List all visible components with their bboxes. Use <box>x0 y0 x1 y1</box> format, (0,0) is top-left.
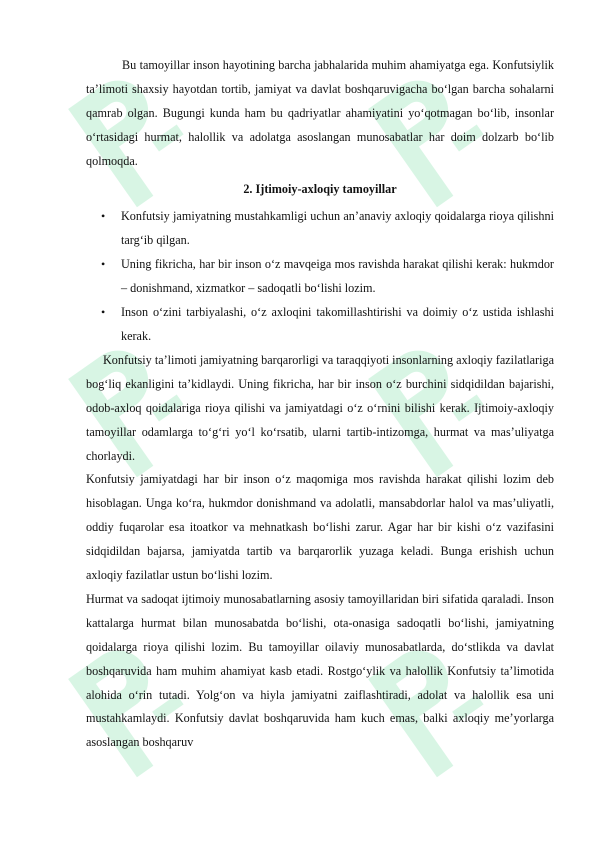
bullet-text: Inson o‘zini tarbiyalashi, o‘z axloqini takomillashtirishi va doimiy o‘z ustida ishlashi kerak. <box>121 305 554 343</box>
section-heading: 2. Ijtimoiy-axloqiy tamoyillar <box>243 181 397 196</box>
bullet-item <box>86 205 554 253</box>
bullet-text: Konfutsiy jamiyatning mustahkamligi uchun an’anaviy axloqiy qoidalarga rioya qilishni targ‘ib qilgan. <box>121 209 554 248</box>
document-body <box>86 54 554 755</box>
bullet-item <box>86 301 554 349</box>
bullet-list <box>86 205 554 348</box>
body-paragraph: Hurmat va sadoqat ijtimoiy munosabatlarning asosiy tamoyillaridan biri sifatida qaraladi. Inson kattalarga hurmat bilan munosabatda bo‘lishi, ota-onasiga sadoqatli bo‘lishi, jamiyatning qoidalarga rioya qilishi lozim. Bu tamoyillar oilaviy munosabatlarda, do‘stlikda va davlat boshqaruvida ham muhim ahamiyat kasb etadi. Rostgo‘ylik va halollik Konfutsiy ta’limotida alohida o‘rin tutadi. Yolg‘on va hiyla jamiyatni zaiflashtiradi, adolat va halollik esa uni mustahkamlaydi. Konfutsiy davlat boshqaruvida ham kuch emas, balki axloqiy me’yorlarga asoslangan boshqaruv <box>86 591 554 750</box>
bullet-item <box>86 253 554 301</box>
body-paragraph: Konfutsiy ta’limoti jamiyatning barqarorligi va taraqqiyoti insonlarning axloqiy fazilatlariga bog‘liq ekanligini ta’kidlaydi. Uning fikricha, har bir inson o‘z burchini sidqidildan bajarishi, odob-axloq qoidalariga rioya qilishi va jamiyatdagi o‘z o‘rnini bilishi kerak. Ijtimoiy-axloqiy tamoyillar odamlarga to‘g‘ri yo‘l ko‘rsatib, ularni tartib-intizomga, hurmat va mas’uliyatga chorlaydi. <box>86 352 554 463</box>
bullet-marker: • <box>101 305 106 320</box>
bullet-text: Uning fikricha, har bir inson o‘z mavqeiga mos ravishda harakat qilishi kerak: hukmdor – donishmand, xizmatkor – sadoqatli bo‘lishi lozim. <box>121 257 554 296</box>
body-paragraph: Konfutsiy jamiyatdagi har bir inson o‘z maqomiga mos ravishda harakat qilishi lozim deb hisoblagan. Unga ko‘ra, hukmdor donishmand va adolatli, mansabdorlar halol va mas’uliyatli, oddiy fuqarolar esa itoatkor va mehnatkash bo‘lishi zarur. Agar har bir kishi o‘z vazifasini sidqidildan bajarsa, jamiyatda tartib va barqarorlik yuzaga keladi. Bunga erishish uchun axloqiy fazilatlar ustun bo‘lishi lozim. <box>86 472 554 583</box>
bullet-marker: • <box>101 257 106 272</box>
intro-paragraph: Bu tamoyillar inson hayotining barcha jabhalarida muhim ahamiyatga ega. Konfutsiylik ta’limoti shaxsiy hayotdan tortib, jamiyat va davlat boshqaruvigacha bo‘lgan barcha sohalarni qamrab olgan. Bugungi kunda ham bu qadriyatlar ahamiyatini yo‘qotmagan bo‘lib, insonlar o‘rtasidagi hurmat, halollik va adolatga asoslangan munosabatlar har doim dolzarb bo‘lib qolmoqda. <box>86 58 554 168</box>
bullet-marker: • <box>101 209 106 224</box>
